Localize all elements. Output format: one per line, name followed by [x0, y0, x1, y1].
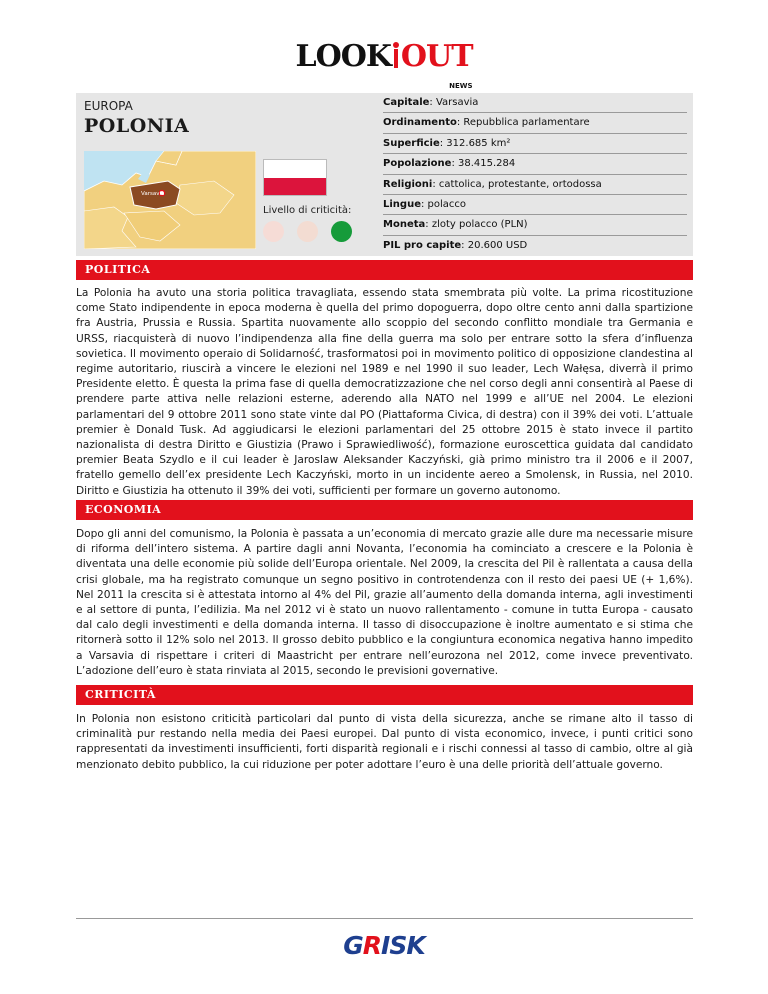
fact-key: Ordinamento	[383, 117, 457, 129]
fact-key: Capitale	[383, 97, 430, 108]
fact-row	[383, 113, 687, 133]
fact-key: Popolazione	[383, 158, 452, 170]
grisk-logo	[0, 931, 768, 960]
fact-key: Religioni	[383, 178, 433, 190]
fact-value: : 20.600 USD	[461, 239, 528, 251]
fact-row	[383, 236, 687, 256]
criticality-label: Livello di criticità:	[263, 205, 352, 216]
logo-r-text: R	[362, 931, 382, 960]
fact-key: PIL pro capite	[383, 239, 462, 251]
section-text-economia: Dopo gli anni del comunismo, la Polonia è passata a un’economia di mercato grazie alle dure ma necessarie misure di riforma dell’intero sistema. A partire dagli anni Novanta, l’economia ha cominciato a crescere e la Polonia è diventata una delle economie più solide dell’Europa orientale. Nel 2009, la crescita del Pil è rallentata a causa della crisi globale, ma ha registrato comunque un segno positivo in controtendenza con il resto dei paesi UE (+ 1,6%). Nel 2011 la crescita si è attestata intorno al 4% del Pil, grazie all’aumento della domanda interna, agli investimenti e al settore di punta, l’edilizia. Ma nel 2012 vi è stato un nuovo rallentamento - comune in tutta Europa - causato dal calo degli investimenti e della domanda interna. Il tasso di disoccupazione è inoltre aumentato e si stima che ritornerà sotto il 12% solo nel 2013. Il grosso debito pubblico e la congiuntura economica negativa hanno impedito a Varsavia di rispettare i criteri di Maastricht per entrare nell’eurozona nel 2012, come invece preventivato. L’adozione dell’euro è stata rinviata al 2015, secondo le previsioni governative.	[76, 528, 693, 677]
criticality-dot-1	[263, 221, 284, 242]
fact-key: Moneta	[383, 219, 426, 231]
section-header-politica	[76, 260, 693, 280]
section-header-criticita	[76, 685, 693, 705]
logo-news-text: NEWS	[449, 82, 473, 90]
fact-value: : zloty polacco (PLN)	[425, 219, 528, 231]
poland-flag-icon	[263, 159, 327, 196]
europe-map	[84, 151, 256, 249]
fact-row	[383, 175, 687, 195]
logo-isk-text: ISK	[381, 931, 425, 960]
criticality-dot-2	[297, 221, 318, 242]
region-label: EUROPA	[84, 99, 133, 113]
lookout-news-logo	[0, 39, 768, 90]
section-title: ECONOMIA	[85, 503, 162, 516]
fact-value: : Varsavia	[429, 97, 479, 108]
fact-value: : 312.685 km²	[439, 137, 511, 149]
fact-value: : polacco	[420, 198, 467, 210]
fact-key: Lingue	[383, 198, 421, 210]
section-text-politica: La Polonia ha avuto una storia politica travagliata, essendo stata smembrata più volte. La prima ricostituzione come Stato indipendente in epoca moderna è quella del primo dopoguerra, dopo oltre cento anni dalla spartizione fra Austria, Prussia e Russia. Spartita nuovamente allo scoppio del secondo conflitto mondiale tra Germania e URSS, riacquisterà di nuovo l’indipendenza alla fine della guerra ma solo per entrare sotto la sfera d’influenza sovietica. Il movimento operaio di Solidarność, trasformatosi poi in movimento politico di opposizione clandestina al regime autoritario, riuscirà a vincere le elezioni nel 1989 e nel 1990 il suo leader, Lech Wałęsa, diverrà il primo Presidente eletto. È questa la prima fase di quella democratizzazione che nel corso degli anni consentirà al Paese di prendere parte attiva nelle relazioni esterne, aderendo alla NATO nel 1999 e all’UE nel 2004. Le elezioni parlamentari del 9 ottobre 2011 sono state vinte dal PO (Piattaforma Civica, di destra) con il 39% dei voti. L’attuale premier è Donald Tusk. Ad aggiudicarsi le elezioni parlamentari del 25 ottobre 2015 è stato invece il partito nazionalista di destra Diritto e Giustizia (Prawo i Sprawiedliwość), formazione euroscettica guidata dal candidato premier Beata Szydlo e il cui leader è Jaroslaw Aleksander Kaczyński, già primo ministro tra il 2006 e il 2007, fratello gemello dell’ex presidente Lech Kaczyński, morto in un incidente aereo a Smolensk, in Russia, nel 2010. Diritto e Giustizia ha ottenuto il 39% dei voti, sufficienti per formare un governo autonomo.	[76, 287, 693, 497]
facts-list	[383, 93, 687, 256]
fact-row	[383, 195, 687, 215]
logo-out-text: OUT	[400, 39, 473, 74]
fact-row	[383, 93, 687, 113]
fact-row	[383, 134, 687, 154]
fact-value: : Repubblica parlamentare	[456, 117, 590, 129]
country-title: POLONIA	[84, 115, 190, 137]
country-infobox	[76, 93, 693, 256]
section-text-criticita: In Polonia non esistono criticità particolari dal punto di vista della sicurezza, anche se rimane alto il tasso di criminalità pur restando nella media dei Paesi europei. Dal punto di vista economico, invece, i punti critici sono rappresentati da investimenti insufficienti, forti disparità regionali e i rischi connessi al tasso di cambio, oltre al già menzionato debito pubblico, la cui riduzione per poter adottare l’euro è una delle priorità dell’attuale governo.	[76, 713, 693, 771]
criticality-dot-3	[331, 221, 352, 242]
fact-row	[383, 154, 687, 174]
fact-row	[383, 215, 687, 235]
logo-look-text: LOOK	[295, 39, 391, 74]
fact-value: : cattolica, protestante, ortodossa	[432, 178, 602, 190]
footer-divider	[76, 918, 693, 919]
logo-figure-icon	[392, 42, 400, 68]
fact-value: : 38.415.284	[451, 158, 516, 170]
section-title: CRITICITÀ	[85, 688, 156, 701]
section-title: POLITICA	[85, 263, 151, 276]
logo-g-text: G	[343, 931, 363, 960]
fact-key: Superficie	[383, 137, 440, 149]
section-header-economia	[76, 500, 693, 520]
map-capital-label: Varsavia	[141, 191, 165, 197]
